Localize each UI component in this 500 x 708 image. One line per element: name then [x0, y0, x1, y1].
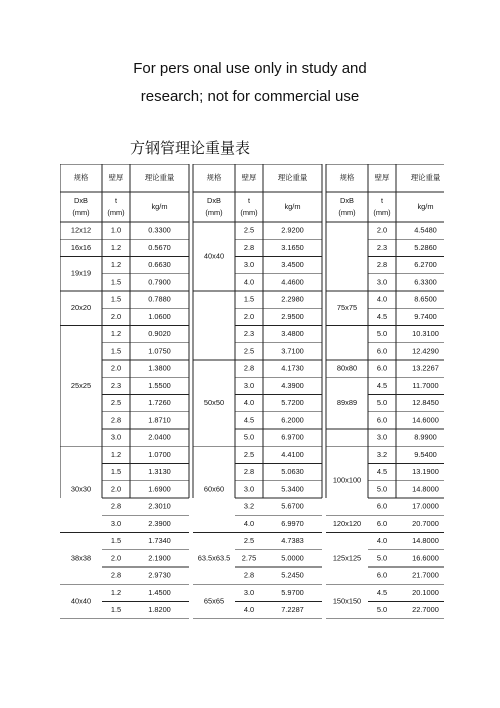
thickness-cell: 5.0 — [243, 432, 255, 442]
subheader-cell: t — [114, 195, 118, 205]
weight-cell: 0.7900 — [148, 277, 171, 287]
thickness-cell: 4.0 — [243, 605, 255, 615]
weight-cell: 5.0000 — [281, 553, 304, 563]
thickness-cell: 4.5 — [376, 467, 388, 477]
weight-cell: 5.3400 — [281, 484, 304, 494]
thickness-cell: 4.0 — [376, 536, 388, 546]
weight-cell: 5.7200 — [281, 398, 304, 408]
header-cell: 壁厚 — [241, 172, 257, 182]
spec-label: 12x12 — [70, 225, 92, 235]
thickness-cell: 6.0 — [376, 415, 388, 425]
weight-cell: 4.4100 — [281, 449, 304, 459]
spec-label: 65x65 — [203, 596, 225, 606]
thickness-cell: 2.5 — [243, 536, 255, 546]
weight-cell: 0.3300 — [148, 225, 171, 235]
thickness-cell: 1.5 — [110, 294, 122, 304]
thickness-cell: 4.5 — [376, 587, 388, 597]
weight-cell: 14.8000 — [412, 536, 439, 546]
weight-cell: 12.8450 — [412, 398, 439, 408]
weight-cell: 1.5500 — [148, 380, 171, 390]
weight-cell: 17.0000 — [412, 501, 439, 511]
weight-cell: 3.1650 — [281, 242, 304, 252]
thickness-cell: 4.0 — [243, 518, 255, 528]
weight-cell: 5.9700 — [281, 587, 304, 597]
thickness-cell: 6.0 — [376, 518, 388, 528]
spec-label: 63.5x63.5 — [197, 553, 231, 563]
weight-cell: 14.8000 — [412, 484, 439, 494]
thickness-cell: 6.0 — [376, 570, 388, 580]
weight-cell: 3.7100 — [281, 346, 304, 356]
weight-cell: 6.9970 — [281, 518, 304, 528]
subheader-cell: t — [247, 195, 251, 205]
thickness-cell: 1.5 — [110, 277, 122, 287]
weight-cell: 8.9900 — [414, 432, 437, 442]
weight-cell: 13.1900 — [412, 467, 439, 477]
header-cell: 理论重量 — [144, 172, 175, 182]
weight-cell: 11.7000 — [412, 380, 439, 390]
weight-cell: 5.0630 — [281, 467, 304, 477]
thickness-cell: 2.8 — [376, 260, 388, 270]
weight-cell: 2.9500 — [281, 311, 304, 321]
thickness-cell: 2.5 — [243, 225, 255, 235]
thickness-cell: 3.0 — [243, 587, 255, 597]
weight-cell: 16.6000 — [412, 553, 439, 563]
weight-cell: 1.0700 — [148, 449, 171, 459]
weight-cell: 4.1730 — [281, 363, 304, 373]
spec-label: 125x125 — [332, 553, 362, 563]
weight-cell: 4.4600 — [281, 277, 304, 287]
thickness-cell: 1.5 — [243, 294, 255, 304]
weight-cell: 8.6500 — [414, 294, 437, 304]
weight-cell: 22.7000 — [412, 605, 439, 615]
subheader-cell: (mm) — [373, 207, 391, 217]
weight-cell: 2.2980 — [281, 294, 304, 304]
weight-cell: 5.6700 — [281, 501, 304, 511]
weight-cell: 20.7000 — [412, 518, 439, 528]
thickness-cell: 2.5 — [110, 398, 122, 408]
subheader-cell: (mm) — [72, 207, 90, 217]
thickness-cell: 1.2 — [110, 242, 122, 252]
spec-label: 75x75 — [336, 303, 358, 313]
subheader-cell: (mm) — [240, 207, 258, 217]
thickness-cell: 1.0 — [110, 225, 122, 235]
spec-label: 150x150 — [332, 596, 362, 606]
header-cell: 规格 — [339, 172, 355, 182]
thickness-cell: 4.0 — [376, 294, 388, 304]
thickness-cell: 2.0 — [110, 363, 122, 373]
weight-cell: 5.2450 — [281, 570, 304, 580]
thickness-cell: 3.0 — [243, 484, 255, 494]
weight-cell: 1.4500 — [148, 587, 171, 597]
thickness-cell: 6.0 — [376, 346, 388, 356]
spec-label: 60x60 — [203, 484, 225, 494]
weight-cell: 2.9200 — [281, 225, 304, 235]
thickness-cell: 5.0 — [376, 398, 388, 408]
thickness-cell: 3.0 — [110, 432, 122, 442]
weight-cell: 1.8710 — [148, 415, 171, 425]
weight-cell: 2.0400 — [148, 432, 171, 442]
weight-cell: 2.3900 — [148, 518, 171, 528]
subheader-cell: kg/m — [417, 201, 434, 211]
thickness-cell: 1.5 — [110, 605, 122, 615]
subheader-cell: (mm) — [107, 207, 125, 217]
disclaimer-line-2: research; not for commercial use — [140, 88, 360, 105]
spec-label: 40x40 — [203, 251, 225, 261]
spec-label: 40x40 — [70, 596, 92, 606]
spec-label: 38x38 — [70, 553, 92, 563]
thickness-cell: 1.2 — [110, 260, 122, 270]
thickness-cell: 4.0 — [243, 398, 255, 408]
header-cell: 壁厚 — [108, 172, 124, 182]
thickness-cell: 2.0 — [243, 311, 255, 321]
weight-cell: 2.9730 — [148, 570, 171, 580]
header-cell: 理论重量 — [410, 172, 441, 182]
weight-cell: 0.7880 — [148, 294, 171, 304]
thickness-cell: 6.0 — [376, 501, 388, 511]
spec-label: 120x120 — [332, 518, 362, 528]
weight-cell: 1.0600 — [148, 311, 171, 321]
weight-cell: 3.4500 — [281, 260, 304, 270]
weight-cell: 1.8200 — [148, 605, 171, 615]
subheader-cell: DxB — [207, 195, 221, 205]
thickness-cell: 5.0 — [376, 329, 388, 339]
thickness-cell: 2.5 — [243, 346, 255, 356]
thickness-cell: 3.0 — [376, 432, 388, 442]
header-cell: 规格 — [206, 172, 222, 182]
weight-cell: 6.9700 — [281, 432, 304, 442]
subheader-cell: (mm) — [205, 207, 223, 217]
thickness-cell: 4.5 — [376, 311, 388, 321]
thickness-cell: 4.0 — [243, 277, 255, 287]
thickness-cell: 2.3 — [243, 329, 255, 339]
weight-cell: 1.3800 — [148, 363, 171, 373]
thickness-cell: 2.8 — [110, 415, 122, 425]
subheader-cell: kg/m — [284, 201, 301, 211]
subheader-cell: kg/m — [151, 201, 168, 211]
thickness-cell: 2.75 — [241, 553, 257, 563]
weight-cell: 10.3100 — [412, 329, 439, 339]
spec-label: 19x19 — [70, 268, 92, 278]
weight-cell: 21.7000 — [412, 570, 439, 580]
weight-cell: 20.1000 — [412, 587, 439, 597]
spec-label: 20x20 — [70, 303, 92, 313]
thickness-cell: 2.0 — [110, 553, 122, 563]
subheader-cell: DxB — [340, 195, 354, 205]
weight-cell: 1.3130 — [148, 467, 171, 477]
thickness-cell: 2.3 — [110, 380, 122, 390]
weight-cell: 6.2000 — [281, 415, 304, 425]
thickness-cell: 2.0 — [376, 225, 388, 235]
thickness-cell: 2.0 — [110, 484, 122, 494]
spec-label: 100x100 — [332, 475, 362, 485]
thickness-cell: 1.5 — [110, 467, 122, 477]
weight-cell: 3.4800 — [281, 329, 304, 339]
thickness-cell: 2.8 — [110, 501, 122, 511]
weight-cell: 6.3300 — [414, 277, 437, 287]
thickness-cell: 4.5 — [376, 380, 388, 390]
thickness-cell: 2.5 — [243, 449, 255, 459]
weight-cell: 6.2700 — [414, 260, 437, 270]
weight-cell: 9.7400 — [414, 311, 437, 321]
spec-label: 89x89 — [336, 398, 358, 408]
weight-cell: 13.2267 — [412, 363, 439, 373]
spec-label: 25x25 — [70, 380, 92, 390]
thickness-cell: 1.5 — [110, 536, 122, 546]
thickness-cell: 2.8 — [243, 467, 255, 477]
weight-cell: 7.2287 — [281, 605, 304, 615]
thickness-cell: 1.2 — [110, 449, 122, 459]
weight-cell: 5.2860 — [414, 242, 437, 252]
spec-label: 50x50 — [203, 398, 225, 408]
weight-cell: 2.3010 — [148, 501, 171, 511]
subheader-cell: t — [380, 195, 384, 205]
thickness-cell: 3.0 — [376, 277, 388, 287]
header-cell: 壁厚 — [374, 172, 390, 182]
thickness-cell: 4.5 — [243, 415, 255, 425]
weight-cell: 14.6000 — [412, 415, 439, 425]
weight-cell: 1.0750 — [148, 346, 171, 356]
weight-cell: 0.5670 — [148, 242, 171, 252]
weight-cell: 0.9020 — [148, 329, 171, 339]
weight-cell: 1.7260 — [148, 398, 171, 408]
thickness-cell: 1.5 — [110, 346, 122, 356]
thickness-cell: 2.8 — [243, 570, 255, 580]
thickness-cell: 6.0 — [376, 363, 388, 373]
thickness-cell: 3.2 — [376, 449, 388, 459]
thickness-cell: 2.3 — [376, 242, 388, 252]
page-title: 方钢管理论重量表 — [130, 139, 251, 157]
weight-cell: 12.4290 — [412, 346, 439, 356]
thickness-cell: 3.0 — [243, 260, 255, 270]
weight-cell: 0.6630 — [148, 260, 171, 270]
thickness-cell: 5.0 — [376, 484, 388, 494]
weight-cell: 1.7340 — [148, 536, 171, 546]
spec-label: 80x80 — [336, 363, 358, 373]
thickness-cell: 1.2 — [110, 329, 122, 339]
spec-label: 16x16 — [70, 242, 92, 252]
thickness-cell: 3.0 — [243, 380, 255, 390]
weight-cell: 4.7383 — [281, 536, 304, 546]
thickness-cell: 5.0 — [376, 605, 388, 615]
subheader-cell: (mm) — [338, 207, 356, 217]
thickness-cell: 2.8 — [243, 242, 255, 252]
thickness-cell: 2.8 — [243, 363, 255, 373]
thickness-cell: 3.0 — [110, 518, 122, 528]
weight-cell: 9.5400 — [414, 449, 437, 459]
thickness-cell: 3.2 — [243, 501, 255, 511]
header-cell: 理论重量 — [277, 172, 308, 182]
thickness-cell: 2.0 — [110, 311, 122, 321]
thickness-cell: 5.0 — [376, 553, 388, 563]
header-cell: 规格 — [73, 172, 89, 182]
thickness-cell: 2.8 — [110, 570, 122, 580]
weight-cell: 2.1900 — [148, 553, 171, 563]
thickness-cell: 1.2 — [110, 587, 122, 597]
weight-table — [60, 164, 444, 620]
weight-cell: 4.5480 — [414, 225, 437, 235]
disclaimer-line-1: For pers onal use only in study and — [133, 60, 367, 77]
subheader-cell: DxB — [74, 195, 88, 205]
weight-cell: 4.3900 — [281, 380, 304, 390]
spec-label: 30x30 — [70, 484, 92, 494]
weight-cell: 1.6900 — [148, 484, 171, 494]
